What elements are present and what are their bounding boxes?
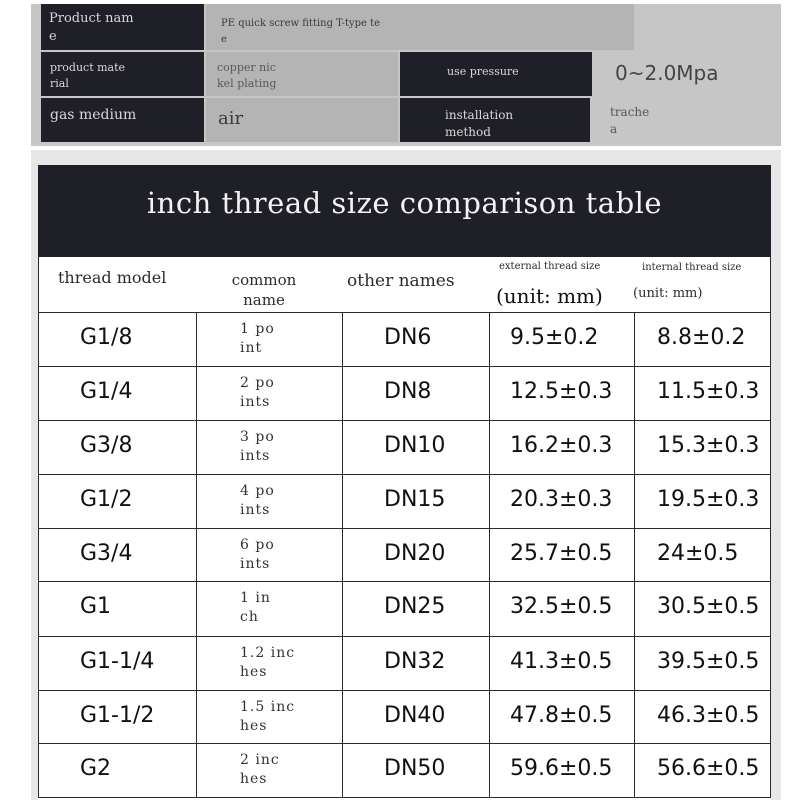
other-name-cell: DN20 [384, 541, 446, 566]
row-rule [38, 636, 771, 637]
thread-model-cell: G2 [80, 756, 112, 781]
thread-model-cell: G1 [80, 594, 112, 619]
header-thread-model: thread model [58, 268, 167, 287]
thread-model-cell: G1-1/4 [80, 649, 155, 674]
other-name-cell: DN40 [384, 703, 446, 728]
internal-size-cell: 30.5±0.5 [657, 594, 760, 619]
thread-model-cell: G3/8 [80, 433, 133, 458]
internal-size-cell: 15.3±0.3 [657, 433, 760, 458]
external-size-cell: 41.3±0.5 [510, 649, 613, 674]
other-name-cell: DN32 [384, 649, 446, 674]
common-name-cell: 1 po int [240, 321, 275, 356]
column-rule [342, 312, 343, 797]
header-internal-size: internal thread size [642, 262, 742, 273]
header-external-size: external thread size [499, 261, 601, 272]
header-external-unit: (unit: mm) [496, 284, 603, 308]
row-rule [38, 797, 771, 798]
column-rule [634, 312, 635, 797]
internal-size-cell: 24±0.5 [657, 541, 739, 566]
install-value: trache a [594, 98, 781, 142]
material-value: copper nic kel plating [206, 52, 398, 96]
other-name-cell: DN25 [384, 594, 446, 619]
row-rule [38, 743, 771, 744]
product-name-value: PE quick screw fitting T-type te e [206, 4, 634, 50]
row-rule [38, 474, 771, 475]
column-rule [770, 257, 771, 797]
common-name-cell: 6 po ints [240, 537, 275, 572]
external-size-cell: 16.2±0.3 [510, 433, 613, 458]
header-other-names: other names [347, 271, 455, 291]
common-name-cell: 2 inc hes [240, 752, 280, 787]
install-label: installation method [400, 98, 590, 142]
column-rule [196, 312, 197, 797]
other-name-cell: DN10 [384, 433, 446, 458]
common-name-cell: 1 in ch [240, 590, 271, 625]
common-name-cell: 3 po ints [240, 429, 275, 464]
thread-model-cell: G1/8 [80, 325, 133, 350]
column-rule [489, 312, 490, 797]
medium-value: air [206, 98, 398, 142]
row-rule [38, 581, 771, 582]
internal-size-cell: 19.5±0.3 [657, 487, 760, 512]
table-title: inch thread size comparison table [146, 186, 663, 220]
external-size-cell: 47.8±0.5 [510, 703, 613, 728]
external-size-cell: 25.7±0.5 [510, 541, 613, 566]
other-name-cell: DN50 [384, 756, 446, 781]
external-size-cell: 32.5±0.5 [510, 594, 613, 619]
common-name-cell: 1.2 inc hes [240, 645, 296, 680]
other-name-cell: DN15 [384, 487, 446, 512]
common-name-cell: 1.5 inc hes [240, 699, 296, 734]
thread-model-cell: G3/4 [80, 541, 133, 566]
header-bottom-rule [38, 312, 771, 313]
internal-size-cell: 39.5±0.5 [657, 649, 760, 674]
material-label: product mate rial [41, 52, 204, 96]
internal-size-cell: 8.8±0.2 [657, 325, 746, 350]
external-size-cell: 9.5±0.2 [510, 325, 599, 350]
internal-size-cell: 56.6±0.5 [657, 756, 760, 781]
pressure-label: use pressure [400, 52, 592, 96]
external-size-cell: 59.6±0.5 [510, 756, 613, 781]
pressure-value: 0~2.0Mpa [594, 52, 781, 96]
table-title-bar [38, 165, 771, 257]
row-rule [38, 420, 771, 421]
row-rule [38, 366, 771, 367]
other-name-cell: DN6 [384, 325, 432, 350]
thread-model-cell: G1/2 [80, 487, 133, 512]
other-name-cell: DN8 [384, 379, 432, 404]
medium-label: gas medium [41, 98, 204, 142]
thread-model-cell: G1-1/2 [80, 703, 155, 728]
header-internal-unit: (unit: mm) [633, 286, 703, 301]
internal-size-cell: 11.5±0.3 [657, 379, 760, 404]
common-name-cell: 4 po ints [240, 483, 275, 518]
thread-model-cell: G1/4 [80, 379, 133, 404]
external-size-cell: 12.5±0.3 [510, 379, 613, 404]
internal-size-cell: 46.3±0.5 [657, 703, 760, 728]
product-name-label: Product nam e [41, 4, 204, 50]
common-name-cell: 2 po ints [240, 375, 275, 410]
column-rule [38, 257, 39, 797]
row-rule [38, 690, 771, 691]
row-rule [38, 528, 771, 529]
external-size-cell: 20.3±0.3 [510, 487, 613, 512]
header-common-name: common name [231, 271, 297, 309]
